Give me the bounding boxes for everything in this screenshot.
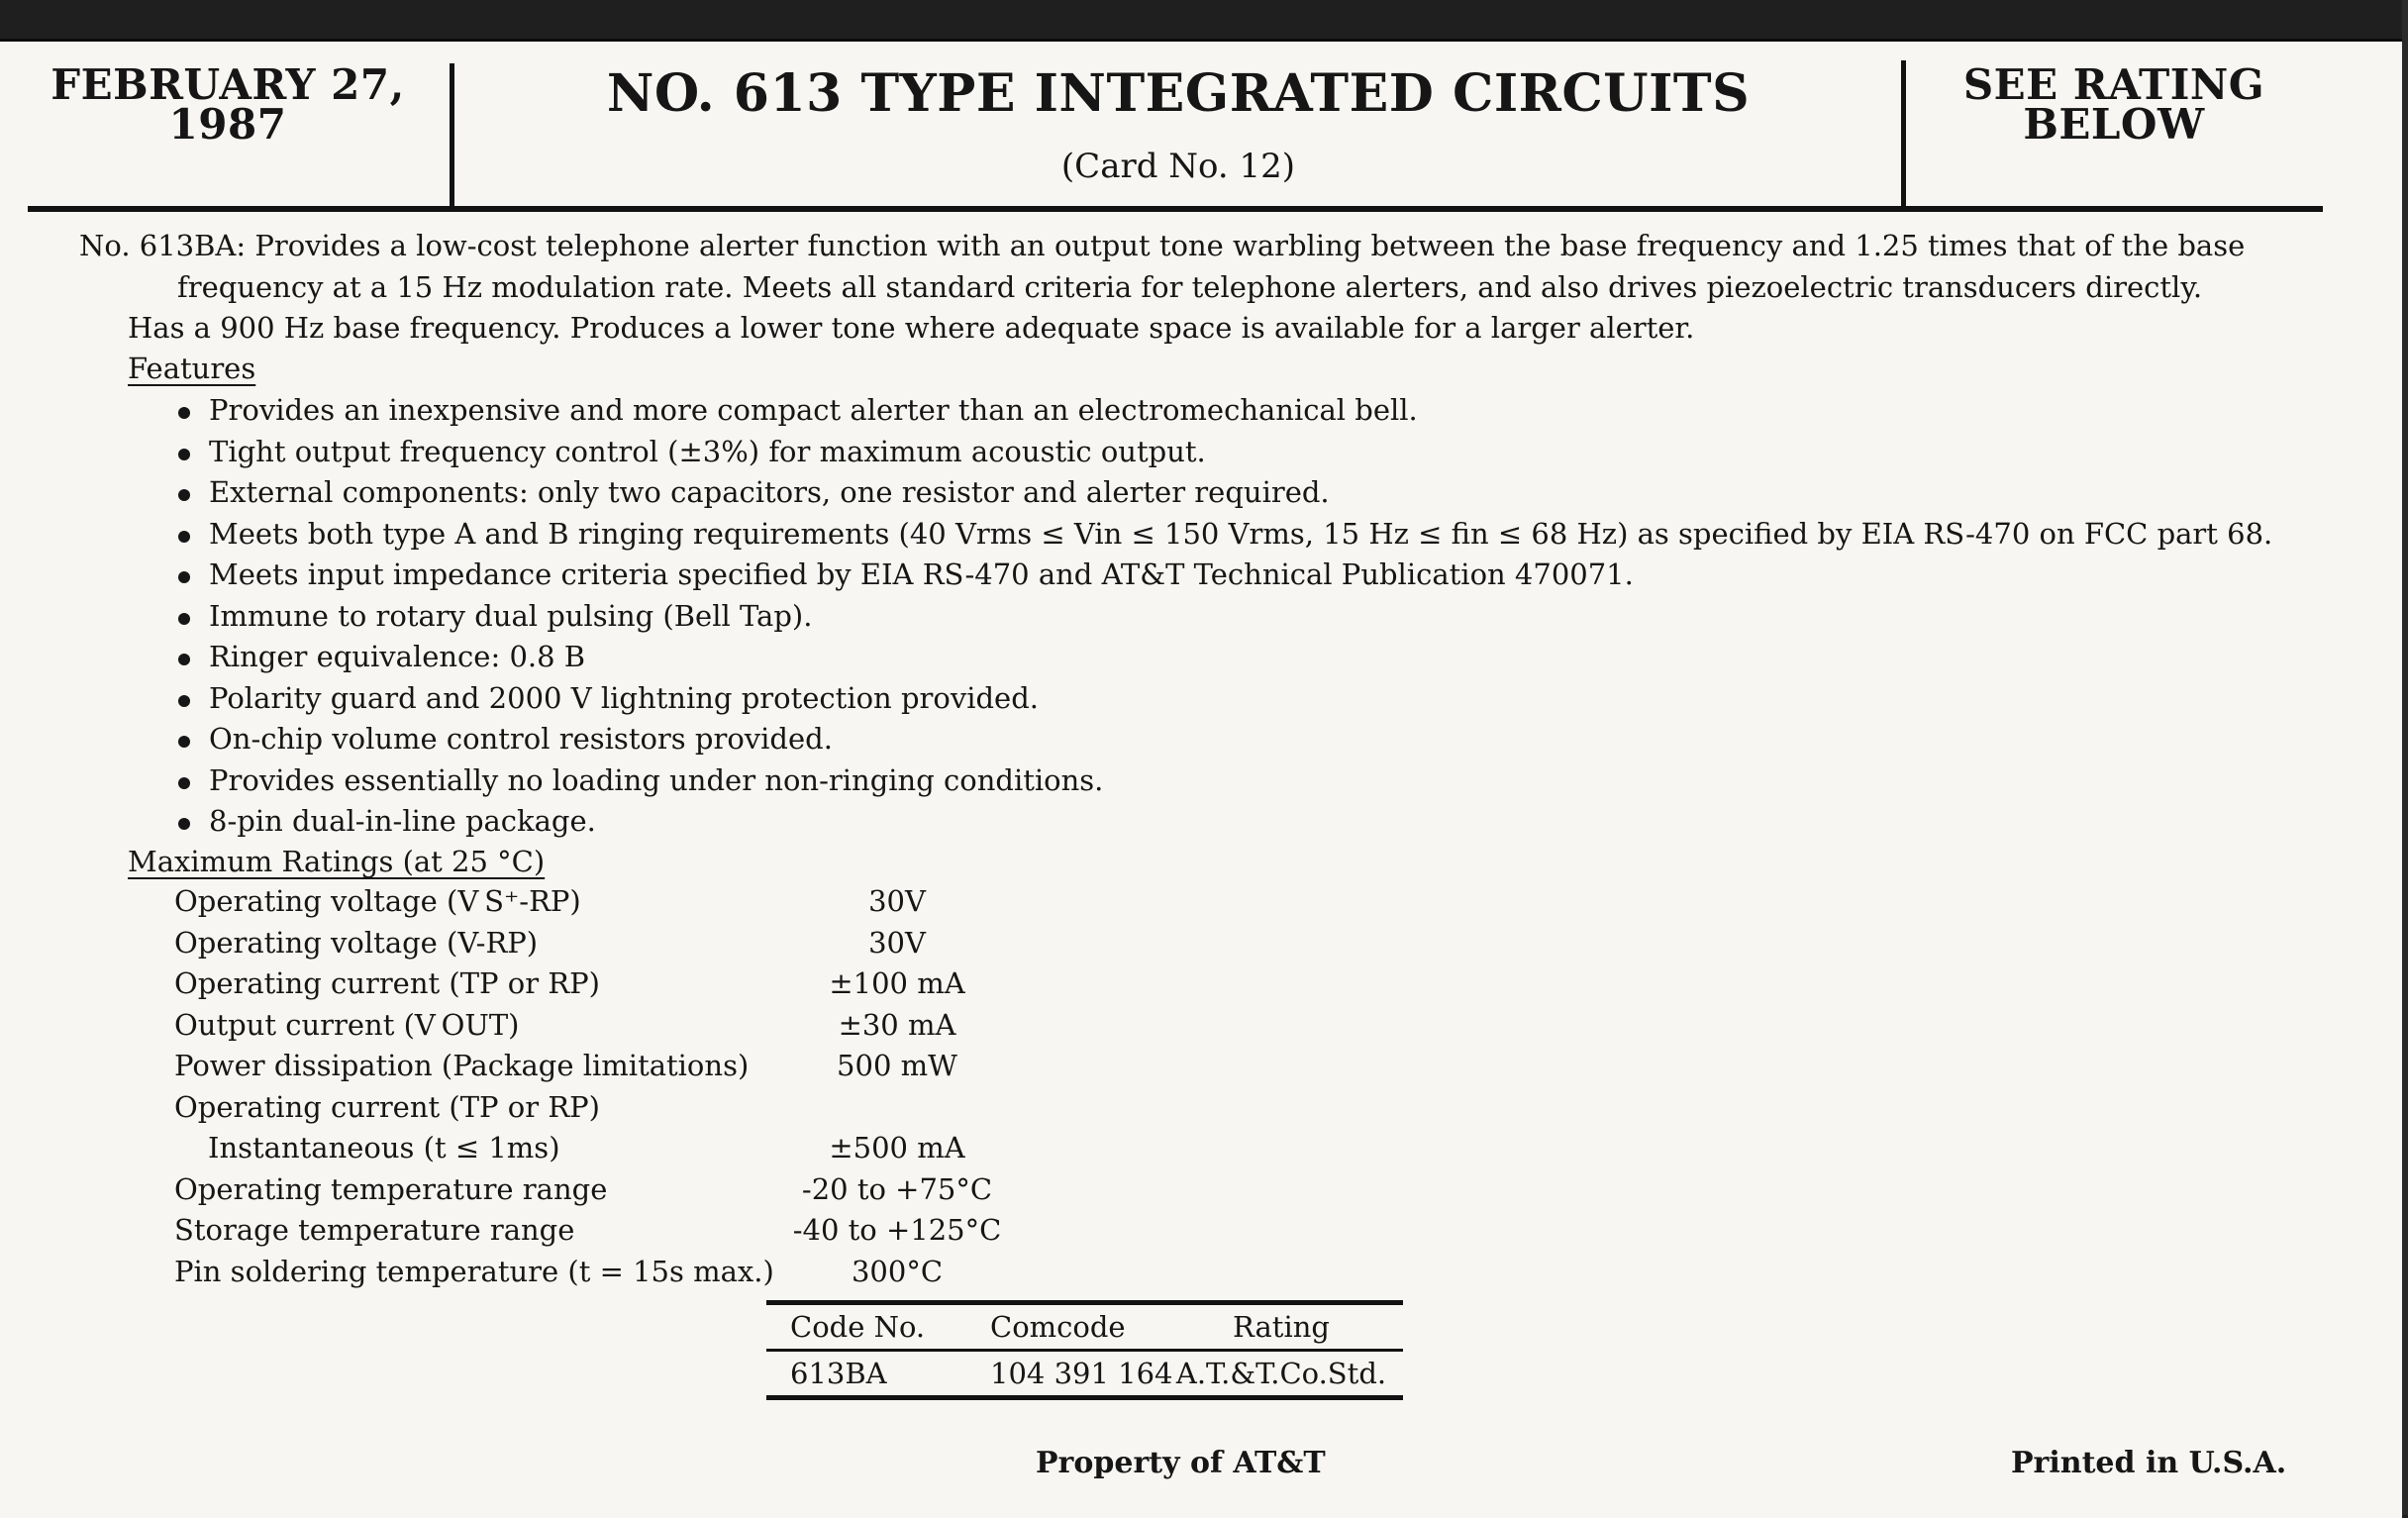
feature-item: 8-pin dual-in-line package. — [172, 801, 2272, 843]
features-list — [172, 390, 2272, 843]
rating-value: 30V — [868, 925, 926, 960]
features-heading: Features — [128, 352, 256, 385]
code-number-cell: 613BA — [790, 1357, 887, 1390]
rating-label: Power dissipation (Package limitations) — [174, 1049, 750, 1082]
feature-item: On-chip volume control resistors provided. — [172, 719, 2272, 760]
rating-label: Operating current (TP or RP) — [174, 1089, 600, 1124]
footer-property: Property of AT&T — [1036, 1446, 1326, 1480]
intro-paragraph: Has a 900 Hz base frequency. Produces a lower tone where adequate space is available for a larger alerter. — [128, 311, 1695, 345]
table-rule — [766, 1395, 1403, 1400]
feature-item: External components: only two capacitors, one resistor and alerter required. — [172, 472, 2272, 514]
table-header-row — [766, 1305, 1403, 1349]
rating-value: -40 to +125°C — [792, 1213, 1002, 1247]
feature-item: Ringer equivalence: 0.8 B — [172, 637, 2272, 678]
rating-label: Instantaneous (t ≤ 1ms) — [208, 1131, 560, 1164]
column-header: Comcode — [990, 1310, 1126, 1344]
footer-printed: Printed in U.S.A. — [2011, 1446, 2287, 1480]
feature-item: Provides essentially no loading under non-ringing conditions. — [172, 760, 2272, 802]
rating-label: Pin soldering temperature (t = 15s max.) — [174, 1254, 774, 1288]
card-rating-note: SEE RATING BELOW — [1962, 60, 2265, 149]
feature-item: Tight output frequency control (±3%) for maximum acoustic output. — [172, 432, 2272, 473]
comcode-cell: 104 391 164 — [990, 1357, 1173, 1390]
column-header: Code No. — [790, 1310, 926, 1344]
rating-label: Operating temperature range — [174, 1171, 608, 1206]
rating-value: 30V — [868, 884, 926, 918]
card-edge — [2402, 0, 2408, 1515]
rating-value: 300°C — [851, 1254, 944, 1288]
header-divider — [1901, 60, 1906, 208]
table-row — [766, 1352, 1403, 1395]
rating-value: ±30 mA — [838, 1007, 956, 1042]
header-divider — [450, 63, 454, 208]
card-subtitle: (Card No. 12) — [1060, 147, 1296, 186]
header-rule — [28, 206, 2323, 212]
rating-value: ±500 mA — [829, 1131, 965, 1164]
feature-item: Immune to rotary dual pulsing (Bell Tap). — [172, 596, 2272, 638]
column-header: Rating — [1233, 1310, 1330, 1344]
intro-paragraph: No. 613BA: Provides a low-cost telephone alerter function with an output tone warbling between the base frequency and 1.25 times that of the base frequency at a 15 Hz modulation rate. Meets all standard criteria for telephone alerters, and also drives piezoelectric transducers directly. — [79, 229, 2246, 304]
rating-label: Operating current (TP or RP) — [174, 966, 600, 1000]
rating-label: Storage temperature range — [174, 1213, 575, 1247]
feature-item: Meets input impedance criteria specified by EIA RS-470 and AT&T Technical Publication 470071. — [172, 555, 2272, 596]
card-date: FEBRUARY 27, 1987 — [50, 60, 405, 149]
rating-value: -20 to +75°C — [801, 1171, 993, 1206]
feature-item: Polarity guard and 2000 V lightning protection provided. — [172, 678, 2272, 720]
rating-label: Operating voltage (V-RP) — [174, 925, 539, 960]
rating-label: Output current (V OUT) — [174, 1007, 520, 1042]
rating-value: ±100 mA — [829, 966, 965, 1000]
feature-item: Meets both type A and B ringing requirements (40 Vrms ≤ Vin ≤ 150 Vrms, 15 Hz ≤ fin ≤ 68 Hz) as specified by EIA RS-470 on FCC part 68. — [172, 514, 2272, 556]
card-title: NO. 613 TYPE INTEGRATED CIRCUITS — [606, 63, 1751, 124]
ratings-heading: Maximum Ratings (at 25 °C) — [128, 845, 546, 878]
rating-cell: A.T.&T.Co.Std. — [1175, 1357, 1387, 1390]
code-table — [766, 1300, 1403, 1400]
rating-label: Operating voltage (V S⁺-RP) — [174, 884, 581, 918]
rating-value: 500 mW — [837, 1049, 957, 1082]
feature-item: Provides an inexpensive and more compact alerter than an electromechanical bell. — [172, 390, 2272, 432]
